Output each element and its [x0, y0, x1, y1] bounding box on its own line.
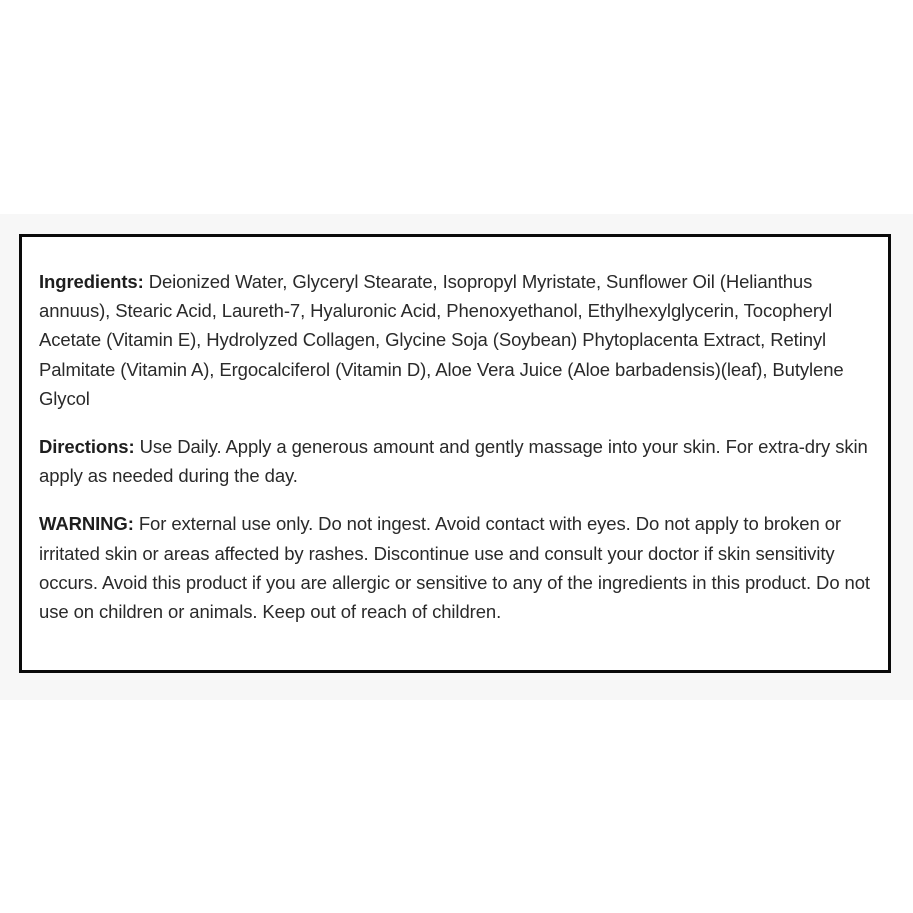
- warning-section: [39, 509, 875, 626]
- warning-heading: WARNING:: [39, 513, 134, 535]
- directions-text: Use Daily. Apply a generous amount and gently massage into your skin. For extra-dry skin apply as needed during the day.: [39, 436, 868, 487]
- directions-section: [39, 432, 875, 490]
- directions-heading: Directions:: [39, 436, 135, 458]
- ingredients-heading: Ingredients:: [39, 271, 144, 292]
- warning-text: For external use only. Do not ingest. Avoid contact with eyes. Do not apply to broken or irritated skin or areas affected by rashes. Discontinue use and consult your doctor if skin sensitivity occurs. Avoid this product if you are allergic or sensitive to any of the ingredients in this product. Do not use on children or animals. Keep out of reach of children.: [39, 513, 870, 623]
- label-content: [39, 267, 875, 645]
- product-label-box: [19, 234, 891, 673]
- ingredients-text: Deionized Water, Glyceryl Stearate, Isopropyl Myristate, Sunflower Oil (Helianthus annuus), Stearic Acid, Laureth-7, Hyaluronic Acid, Phenoxyethanol, Ethylhexylglycerin, Tocopheryl Acetate (Vitamin E), Hydrolyzed Collagen, Glycine Soja (Soybean) Phytoplacenta Extract, Retinyl Palmitate (Vitamin A), Ergocalciferol (Vitamin D), Aloe Vera Juice (Aloe barbadensis)(leaf), Butylene Glycol: [39, 271, 844, 409]
- ingredients-section: [39, 267, 875, 413]
